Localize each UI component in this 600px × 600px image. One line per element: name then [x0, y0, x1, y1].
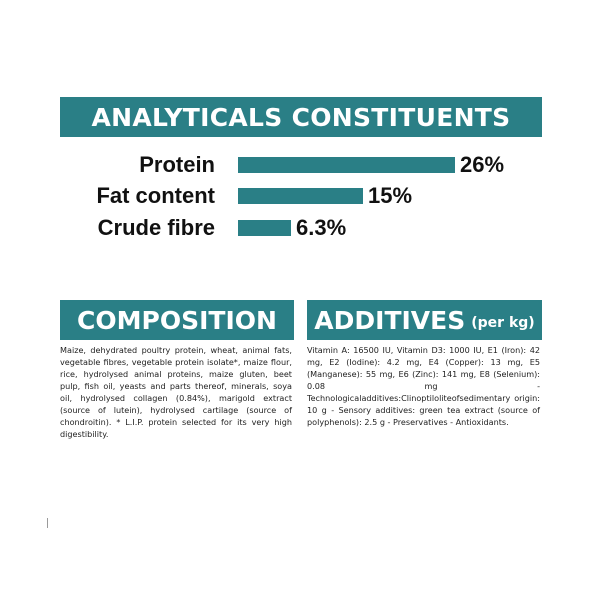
- composition-header: [60, 300, 294, 340]
- additives-subtitle: (per kg): [471, 315, 535, 331]
- analytical-constituents-header: [60, 97, 542, 137]
- constituent-label: Fat content: [96, 183, 215, 208]
- composition-title: COMPOSITION: [77, 305, 277, 335]
- divider-tick: [47, 518, 48, 528]
- constituent-label: Crude fibre: [97, 215, 215, 240]
- additives-title: ADDITIVES: [314, 305, 466, 335]
- constituent-row-fat-content: [60, 181, 542, 211]
- constituent-value: 15%: [368, 183, 413, 208]
- constituent-bar: [238, 220, 291, 236]
- constituent-label: Protein: [139, 152, 215, 177]
- constituent-value: 26%: [460, 152, 505, 177]
- analytical-constituents-title: ANALYTICALS CONSTITUENTS: [91, 102, 511, 132]
- constituent-bar: [238, 188, 363, 204]
- additives-text: Vitamin A: 16500 IU, Vitamin D3: 1000 IU, E1 (Iron): 42 mg, E2 (Iodine): 4.2 mg, E4 (Copper): 13 mg, E5 (Manganese): 55 mg, E6 (Zinc): 141 mg, E8 (Selenium): 0.08 mg - Technologicaladditives:Clinoptiloliteofsedimentary origin: 10 g - Sensory additives: green tea extract (source of polyphenols): 2.5 g - Preservatives - Antioxidants.: [307, 345, 540, 427]
- composition-text: Maize, dehydrated poultry protein, wheat, animal fats, vegetable fibres, vegetable protein isolate*, maize flour, rice, hydrolysed animal proteins, maize gluten, beet pulp, fish oil, yeasts and parts thereof, minerals, soya oil, hydrolysed collagen (0.84%), marigold extract (source of lutein), hydrolysed cartilage (source of chondroitin). * L.I.P. protein selected for its very high digestibility.: [60, 345, 292, 439]
- constituent-row-crude-fibre: [60, 213, 542, 243]
- constituent-value: 6.3%: [296, 215, 347, 240]
- constituent-bar: [238, 157, 455, 173]
- constituent-row-protein: [60, 150, 542, 180]
- additives-header: [307, 300, 542, 340]
